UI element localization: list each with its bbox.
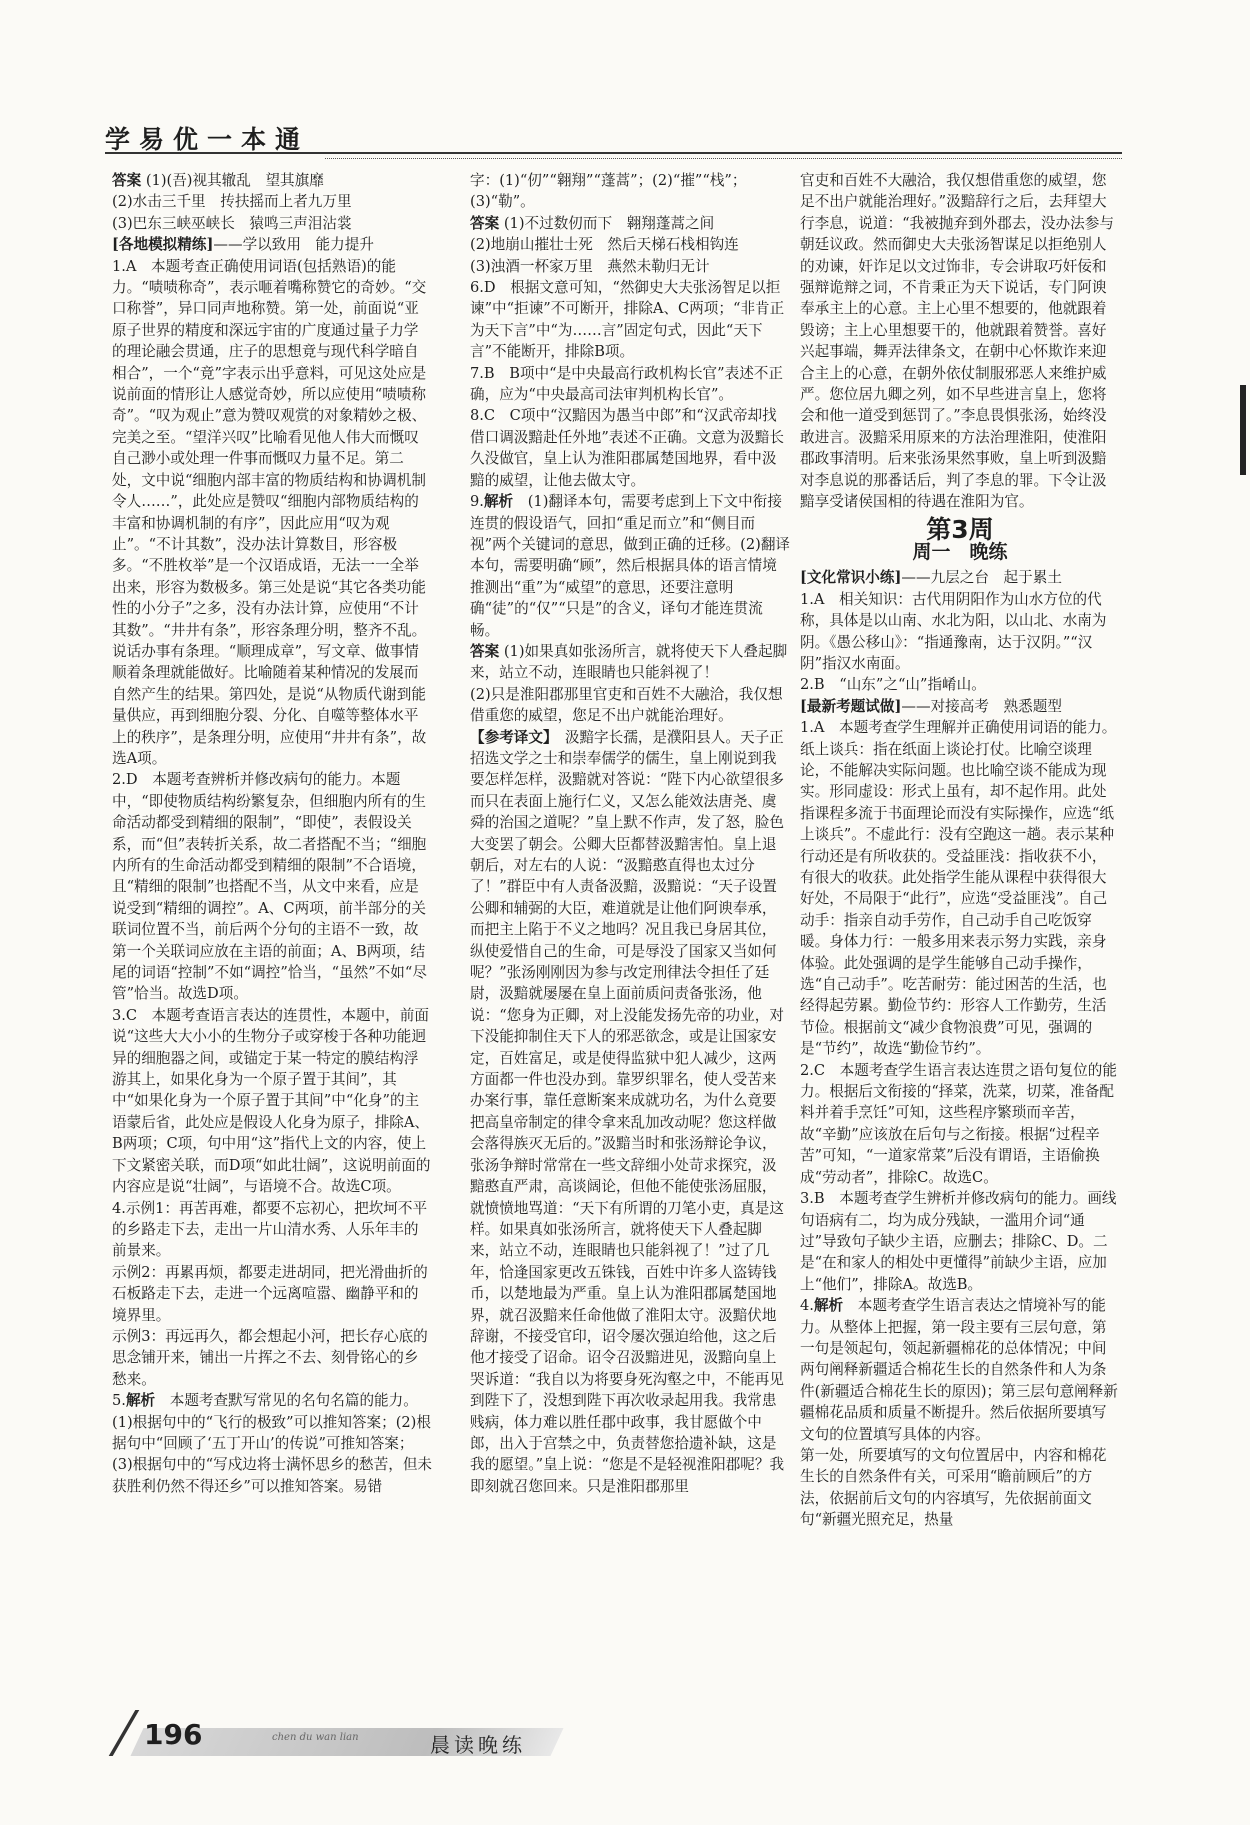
paragraph-text: 1.A 本题考查正确使用词语(包括熟语)的能力。“啧啧称奇”，表示咂着嘴称赞它的奇妙。“交口称誉”，异口同声地称赞。第一处，前面说“亚原子世界的精度和深远宇宙的广度通过量子力学的理论融会贯通，庄子的思想竟与现代科学暗自相合”，一个“竟”字表示出乎意料，可见这处应是说前面的情形让人感觉奇妙，所以应使用“啧啧称奇”。“叹为观止”意为赞叹观赏的对象精妙之极、完美之至。“望洋兴叹”比喻看见他人伟大而慨叹自己渺小或处理一件事而慨叹力量不足。第二处，文中说“细胞内部丰富的物质结构和协调机制令人……”，此处应是赞叹“细胞内部物质结构的丰富和协调机制的有序”，因此应用“叹为观止”。“不计其数”，没办法计算数目，形容极多。“不胜枚举”是一个汉语成语，无法一一全举出来，形容为数极多。第三处是说“其它各类功能性的小分子”之多，没有办法计算，应使用“不计其数”。“井井有条”，形容条理分明，整齐不乱。说话办事有条理。“顺理成章”，写文章、做事情顺着条理就能做好。比喻随着某种情况的发展而自然产生的结果。第四处，是说“从物质代谢到能量供应，再到细胞分裂、分化、自噬等整体水平上的秩序”，是条理分明，应使用“井井有条”，故选A项。 [112, 257, 427, 767]
column-2 [470, 170, 790, 1497]
paragraph-text: 2.B “山东”之“山”指崤山。 [800, 676, 986, 694]
paragraph [112, 769, 432, 1004]
label-tag: [文化常识小练] [800, 569, 902, 587]
label-tag: 答案 [112, 172, 142, 189]
label-tag: 解析 [125, 1392, 156, 1410]
header-rule [105, 152, 1122, 154]
paragraph-text: (3)巴东三峡巫峡长 猿鸣三声泪沾裳 [112, 214, 352, 232]
paragraph-text: (1)如果真如张汤所言，就将使天下人叠起脚来，站立不动，连眼睛也只能斜视了！ [470, 642, 788, 682]
paragraph-text: 1.A 本题考查学生理解并正确使用词语的能力。纸上谈兵：指在纸面上谈论打仗。比喻空谈理论，不能解决实际问题。也比喻空谈不能成为现实。形同虚设：形式上虽有，却不起作用。此处指课程多流于书面理论而没有实际操作，应选“纸上谈兵”。不虚此行：没有空跑这一趟。表示某种行动还是有所收获的。受益匪浅：指收获不小，有很大的收获。此处指学生能从课程中获得很大好处，不局限于“此行”，应选“受益匪浅”。自己动手：指亲自动手劳作，自己动手自己吃饭穿暖。身体力行：一般多用来表示努力实践，亲身体验。此处强调的是学生能够自己动手操作，选“自己动手”。吃苦耐劳：能过困苦的生活，也经得起劳累。勤俭节约：形容人工作勤劳，生活节俭。根据前文“减少食物浪费”可见，强调的是“节约”，故选“勤俭节约”。 [800, 719, 1117, 1058]
paragraph-text: 8.C C项中“汉黯因为愚当中郎”和“汉武帝却找借口调汲黯赴任外地”表述不正确。文意为汲黯长久没做官，皇上认为淮阳郡属楚国地界，看中汲黯的威望，让他去做太守。 [470, 407, 784, 489]
paragraph-text: 5. [112, 1392, 126, 1410]
paragraph [800, 696, 1120, 717]
paragraph-text: 官吏和百姓不大融洽，我仅想借重您的威望，您足不出户就能治理好。”汲黯辞行之后，去拜望大行李息，说道：“我被抛弃到外郡去，没办法参与朝廷议政。然而御史大夫张汤智谋足以拒绝别人的劝谏，奸诈足以文过饰非，专会讲取巧奸佞和强辩诡辩之词，不肯秉正为天下说话，专门阿谀奉承主上的心意。主上心里不想要的，他就跟着毁谤；主上心里想要干的，他就跟着赞誉。喜好兴起事端，舞弄法律条文，在朝中心怀欺诈来迎合主上的心意，在朝外依仗制服邪恶人来维护威严。您位居九卿之列，如不早些进言皇上，您将会和他一道受到惩罚了。”李息畏惧张汤，始终没敢进言。汲黯采用原来的方法治理淮阳，使淮阳郡政事清明。后来张汤果然事败，皇上听到汲黯对李息说的那番话后，判了李息的罪。下令让汲黯享受诸侯国相的待遇在淮阳为官。 [800, 172, 1114, 511]
paragraph [112, 1326, 432, 1390]
paragraph-text: 示例3：再远再久，都会想起小河，把长存心底的思念铺开来，铺出一片挥之不去、刻骨铭心的乡愁来。 [112, 1327, 428, 1388]
paragraph-text: 3.C 本题考查语言表达的连贯性，本题中，前面说“这些大大小小的生物分子或穿梭于各种功能迥异的细胞器之间，或锚定于某一特定的膜结构浮游其上，如果化身为一个原子置于其间”，其中“如果化身为一个原子置于其间”中“化身”的主语蒙后省，此处应是假设人化身为原子，排除A、B两项；C项，句中用“这”指代上文的内容，使上下文紧密关联，而D项“如此壮阔”，这说明前面的内容应是说“壮阔”，与语境不合。故选C项。 [112, 1006, 431, 1196]
paragraph-text: (2)水击三千里 抟扶摇而上者九万里 [112, 193, 352, 211]
paragraph [800, 674, 1120, 695]
paragraph [800, 170, 1120, 513]
paragraph-text: 3.B 本题考查学生辨析并修改病句的能力。画线句语病有二，均为成分残缺，一滥用介词“通过”导致句子缺少主语，应删去；排除C、D。二是“在和家人的相处中更懂得”前缺少主语，应加上“他们”，排除A。故选B。 [800, 1190, 1117, 1293]
paragraph-text: 6.D 根据文意可知，“然御史大夫张汤智足以拒谏”中“拒谏”不可断开，排除A、C两项；“非肯正为天下言”中“为……言”固定句式，因此“天下言”不能断开，排除B项。 [470, 279, 785, 361]
paragraph-text: 字：(1)“仞”“翱翔”“蓬蒿”；(2)“摧”“栈”；(3)“勒”。 [470, 172, 747, 211]
footer-book-name: 晨读晚练 [430, 1733, 526, 1757]
label-tag: 解析 [813, 1297, 844, 1315]
paragraph [112, 170, 432, 191]
label-tag: 解析 [483, 493, 514, 511]
header-title: 学易优一本通 [105, 125, 310, 154]
paragraph [800, 567, 1120, 588]
label-tag: 答案 [470, 642, 500, 660]
paragraph [112, 1005, 432, 1198]
paragraph [470, 641, 790, 684]
paragraph [800, 1188, 1120, 1295]
label-tag: 答案 [470, 214, 500, 232]
paragraph-text: 汲黯字长孺，是濮阳县人。天子正招选文学之士和崇奉儒学的儒生，皇上刚说到我要怎样怎样，汲黯就对答说：“陛下内心欲望很多而只在表面上施行仁义，又怎么能效法唐尧、虞舜的治国之道呢？”皇上默不作声，发了怒，脸色大变罢了朝会。公卿大臣都替汲黯害怕。皇上退朝后，对左右的人说：“汲黯憨直得也太过分了！”群臣中有人责备汲黯，汲黯说：“天子设置公卿和辅弼的大臣，难道就是让他们阿谀奉承，而把主上陷于不义之地吗？况且我已身居其位，纵使爱惜自己的生命，可是辱没了国家又当如何呢？”张汤刚刚因为参与改定刑律法令担任了廷尉，汲黯就屡屡在皇上面前质问责备张汤，他说：“您身为正卿，对上没能发扬先帝的功业，对下没能抑制住天下人的邪恶欲念，或是让国家安定，百姓富足，或是使得监狱中犯人减少，这两方面都一件也没办到。靠罗织罪名，使人受苦来办案行事，靠任意断案来成就功名，为什么竟要把高皇帝制定的律令拿来乱加改动呢？您这样做会落得族灭无后的。”汲黯当时和张汤辩论争议，张汤争辩时常常在一些文辞细小处苛求探究，汲黯憨直严肃，高谈阔论，但他不能使张汤屈服，就愤愤地骂道：“天下有所谓的刀笔小吏，真是这样。如果真如张汤所言，就将使天下人叠起脚来，站立不动，连眼睛也只能斜视了！”过了几年，恰逢国家更改五铢钱，百姓中许多人盗铸钱币，以楚地最为严重。皇上认为淮阳郡属楚国地界，就召汲黯来任命他做了淮阳太守。汲黯伏地辞谢，不接受官印，诏令屡次强迫给他，这之后他才接受了诏命。诏令召汲黯进见，汲黯向皇上哭诉道：“我自以为将要身死沟壑之中，不能再见到陛下了，没想到陛下再次收录起用我。我常患贱病，体力难以胜任郡中政事，我甘愿做个中郎，出入于宫禁之中，负责替您拾遗补缺，这是我的愿望。”皇上说：“您是不是轻视淮阳郡呢？我即刻就召您回来。只是淮阳郡那里 [470, 728, 785, 1495]
paragraph [470, 405, 790, 491]
section-heading: 周一 晚练 [912, 540, 1008, 563]
paragraph [800, 1060, 1120, 1188]
paragraph-text: (2)只是淮阳郡那里官吏和百姓不大融洽，我仅想借重您的威望，您足不出户就能治理好。 [470, 685, 783, 725]
page-footer [112, 1710, 552, 1756]
paragraph-text: 9. [470, 493, 484, 511]
label-tag: [最新考题试做] [800, 697, 902, 715]
week-heading: 第3周 [926, 514, 994, 544]
paragraph-text: (3)浊酒一杯家万里 燕然未勒归无计 [470, 257, 710, 275]
paragraph [112, 1390, 432, 1497]
scan-margin-mark [1240, 385, 1246, 475]
paragraph [800, 1445, 1120, 1531]
paragraph [800, 1295, 1120, 1445]
paragraph-text: ——九层之台 起于累土 [901, 569, 1062, 587]
paragraph [112, 256, 432, 770]
paragraph-text: (1)(吾)视其辙乱 望其旗靡 [141, 172, 324, 189]
paragraph [112, 191, 432, 212]
footer-pinyin: chen du wan lian [272, 1732, 359, 1743]
paragraph-text: (1)不过数仞而下 翱翔蓬蒿之间 [499, 214, 715, 232]
paragraph [112, 234, 432, 255]
paragraph-text: 1.A 相关知识：古代用阴阳作为山水方位的代称，具体是以山南、水北为阳，以山北、水南为阴。《愚公移山》：“指通豫南，达于汉阴。”“汉阴”指汉水南面。 [800, 590, 1107, 672]
paragraph [470, 170, 790, 213]
paragraph-text: ——学以致用 能力提升 [213, 236, 374, 254]
header-dotted-rule [325, 158, 1122, 159]
page-number: 196 [144, 1718, 203, 1751]
paragraph [800, 717, 1120, 1060]
paragraph-text: 2.C 本题考查学生语言表达连贯之语句复位的能力。根据后文衔接的“择菜，洗菜，切菜，准备配料并着手烹饪”可知，这些程序繁琐而辛苦，故“辛勤”应该放在后句与之衔接。根据“过程辛苦”可知，“一道家常菜”后没有谓语，主语偷换成“劳动者”，排除C。故选C。 [800, 1061, 1117, 1186]
paragraph [470, 491, 790, 641]
paragraph [470, 213, 790, 234]
paragraph-text: 4.示例1：再苦再难，都要不忘初心，把坎坷不平的乡路走下去，走出一片山清水秀、人乐年丰的前景来。 [112, 1199, 428, 1260]
paragraph-text: 第一处，所要填写的文句位置居中，内容和棉花生长的自然条件有关，可采用“瞻前顾后”的方法，依据前后文句的内容填写，先依据前面文句“新疆光照充足，热量 [800, 1446, 1107, 1529]
paragraph [800, 589, 1120, 675]
paragraph [112, 1262, 432, 1326]
paragraph [470, 363, 790, 406]
paragraph-text: 示例2：再累再烦，都要走进胡同，把光滑曲折的石板路走下去，走进一个远离喧嚣、幽静平和的境界里。 [112, 1263, 428, 1324]
paragraph-text: ——对接高考 熟悉题型 [901, 697, 1062, 715]
paragraph [470, 256, 790, 277]
paragraph [470, 727, 790, 1498]
paragraph-text: (1)翻译本句，需要考虑到上下文中衔接连贯的假设语气，回扣“重足而立”和“侧目而视”两个关键词的意思，做到正确的迁移。(2)翻译本句，需要明确“顾”，然后根据具体的语言情境推测出“重”为“威望”的意思，还要注意明确“徒”的“仅”“只是”的含义，译句才能连贯流畅。 [470, 493, 791, 639]
paragraph-text: 7.B B项中“是中央最高行政机构长官”表述不正确，应为“中央最高司法审判机构长官”。 [470, 364, 783, 404]
paragraph-text: 4. [800, 1297, 814, 1315]
paragraph-text: (2)地崩山摧壮士死 然后天梯石栈相钩连 [470, 236, 739, 254]
paragraph [470, 684, 790, 727]
paragraph [470, 277, 790, 363]
paragraph-text: 本题考查默写常见的名句名篇的能力。(1)根据句中的“飞行的极致”可以推知答案；(2)根据句中“回顾了‘五丁开山’的传说”可推知答案；(3)根据句中的“写戍边将士满怀思乡的愁苦，但未获胜利仍然不得还乡”可以推知答案。易错 [112, 1392, 433, 1495]
label-tag: 【参考译文】 [470, 728, 551, 746]
paragraph-text: 本题考查学生语言表达之情境补写的能力。从整体上把握，第一段主要有三层句意，第一句是领起句，领起新疆棉花的总体情况；中间两句阐释新疆适合棉花生长的自然条件和人为条件(新疆适合棉花生长的原因)；第三层句意阐释新疆棉花品质和质量不断提升。然后依据所要填写文句的位置填写具体的内容。 [800, 1297, 1118, 1443]
paragraph [470, 234, 790, 255]
paragraph [112, 213, 432, 234]
label-tag: [各地模拟精练] [112, 236, 214, 254]
column-1 [112, 170, 432, 1497]
paragraph [112, 1198, 432, 1262]
column-3 [800, 170, 1120, 1531]
paragraph-text: 2.D 本题考查辨析并修改病句的能力。本题中，“即使物质结构纷繁复杂，但细胞内所有的生命活动都受到精细的限制”，“即使”，表假设关系，而“但”表转折关系，故二者搭配不当；“细胞内所有的生命活动都受到精细的限制”不合语境，且“精细的限制”也搭配不当，从文中来看，应是说受到“精细的调控”。A、C两项，前半部分的关联词位置不当，前后两个分句的主语不一致，故第一个关联词应放在主语的前面；A、B两项，结尾的词语“控制”不如“调控”恰当，“虽然”不如“尽管”恰当。故选D项。 [112, 771, 427, 1003]
